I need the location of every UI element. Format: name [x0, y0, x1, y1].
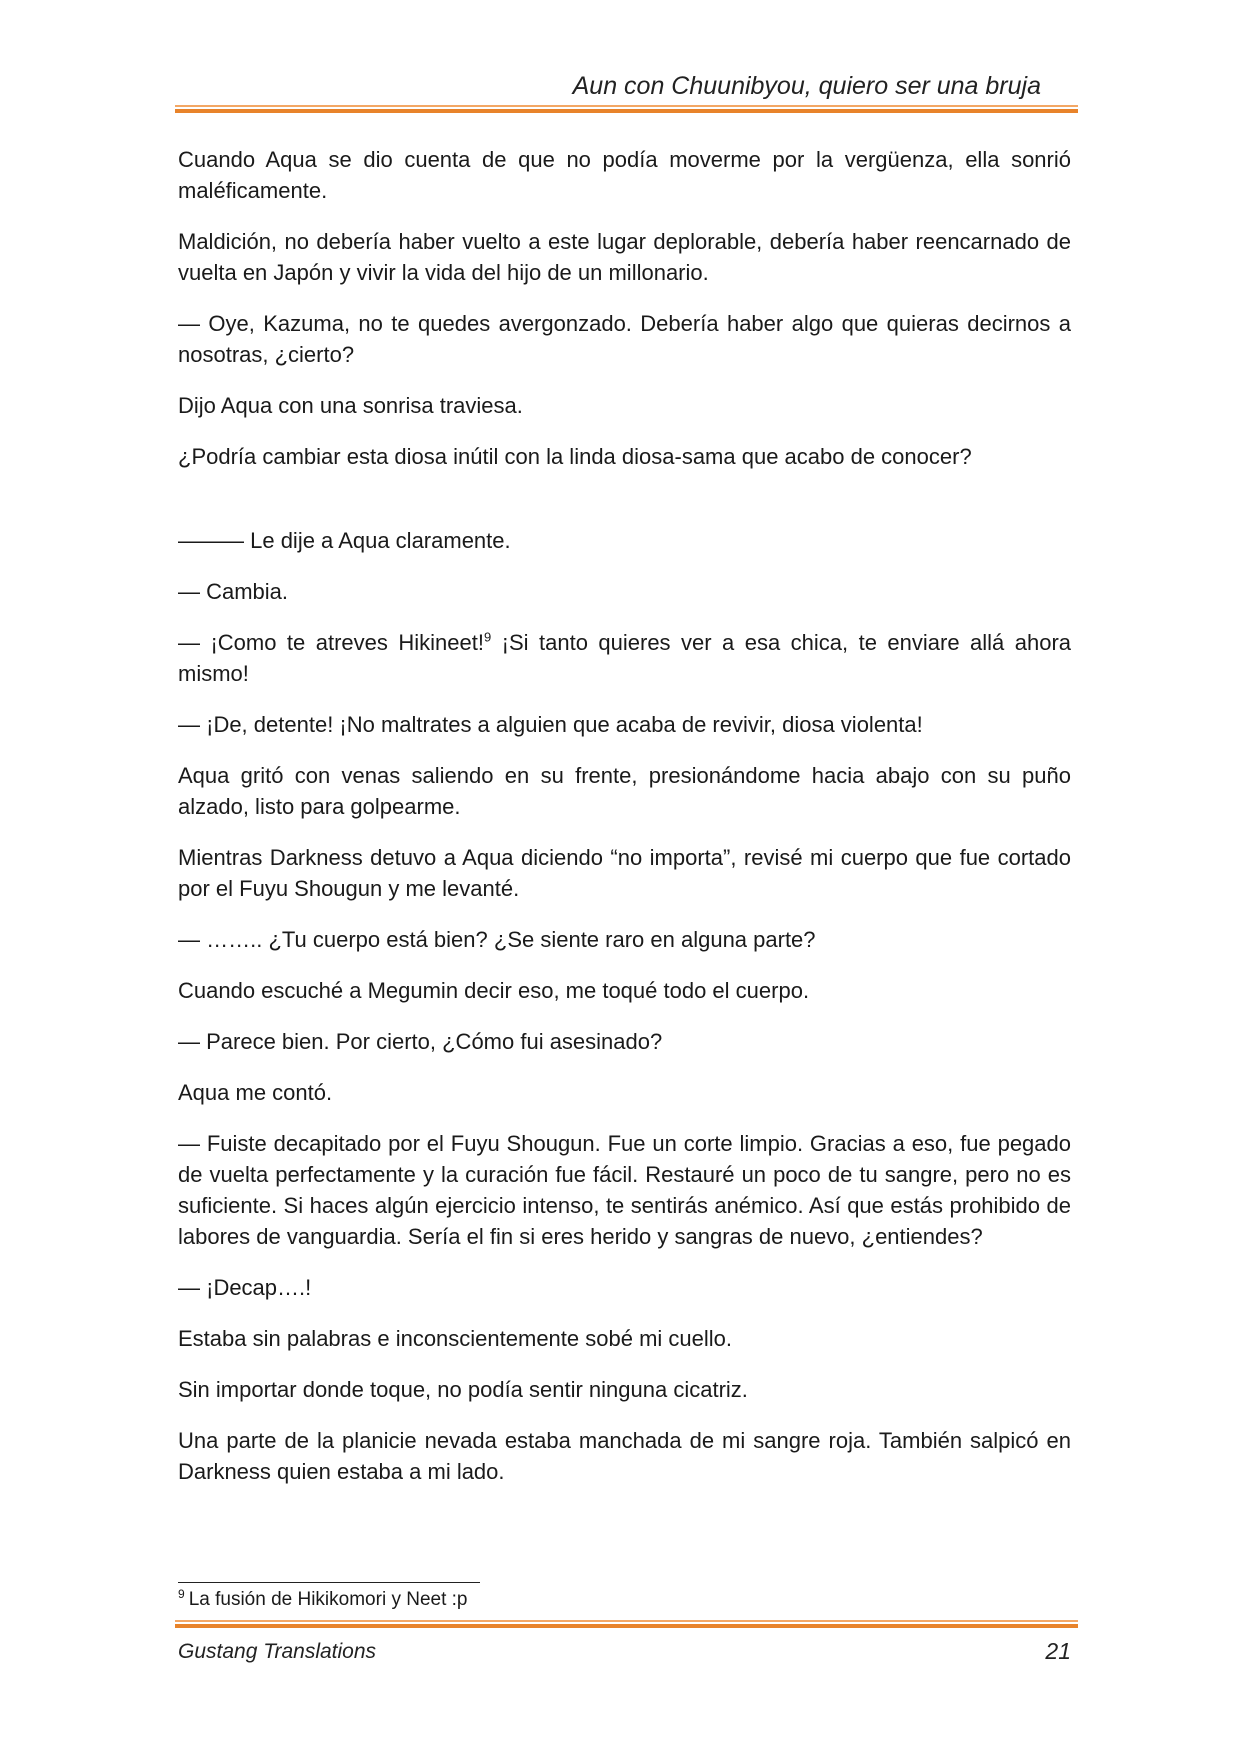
footnote-text: La fusión de Hikikomori y Neet :p — [188, 1589, 468, 1610]
paragraph: ——— Le dije a Aqua claramente. — [178, 528, 511, 553]
footnote-separator — [178, 1582, 480, 1583]
paragraph: — …….. ¿Tu cuerpo está bien? ¿Se siente raro en alguna parte? — [178, 927, 816, 952]
footer-rule — [175, 1620, 1078, 1628]
paragraph: — Oye, Kazuma, no te quedes avergonzado. Debería haber algo que quieras decirnos a nosotras, ¿cierto? — [178, 311, 1071, 367]
running-header-title: Aun con Chuunibyou, quiero ser una bruja — [572, 72, 1041, 100]
page-number: 21 — [1045, 1638, 1071, 1664]
footnote — [178, 1588, 467, 1612]
header-rule-thin — [175, 105, 1078, 107]
paragraph: Aqua me contó. — [178, 1080, 333, 1105]
paragraph: Cuando escuché a Megumin decir eso, me toqué todo el cuerpo. — [178, 978, 810, 1003]
paragraph-text-start: — ¡Como te atreves Hikineet! — [178, 630, 484, 655]
paragraph: — Fuiste decapitado por el Fuyu Shougun. Fue un corte limpio. Gracias a eso, fue pegado de vuelta perfectamente y la curación fue fácil. Restauré un poco de tu sangre, pero no es suficiente. Si haces algún ejercicio intenso, te sentirás anémico. Así que estás prohibido de labores de vanguardia. Sería el fin si eres herido y sangras de nuevo, ¿entiendes? — [178, 1131, 1071, 1249]
footer-rule-thin — [175, 1620, 1078, 1622]
paragraph: Cuando Aqua se dio cuenta de que no podía moverme por la vergüenza, ella sonrió maléficamente. — [178, 147, 1071, 203]
footer-publisher: Gustang Translations — [178, 1640, 377, 1663]
paragraph: — ¡De, detente! ¡No maltrates a alguien que acaba de revivir, diosa violenta! — [178, 712, 923, 737]
paragraph: Estaba sin palabras e inconscientemente sobé mi cuello. — [178, 1326, 732, 1351]
paragraph: Sin importar donde toque, no podía sentir ninguna cicatriz. — [178, 1377, 748, 1402]
footnote-reference[interactable]: 9 — [483, 629, 492, 645]
paragraph: — Parece bien. Por cierto, ¿Cómo fui asesinado? — [178, 1029, 663, 1054]
paragraph: Mientras Darkness detuvo a Aqua diciendo “no importa”, revisé mi cuerpo que fue cortado por el Fuyu Shougun y me levanté. — [178, 845, 1071, 901]
paragraph: — ¡Decap….! — [178, 1275, 312, 1300]
paragraph-text-end: ¡Si tanto quieres ver a esa chica, te enviare allá ahora mismo! — [178, 630, 1072, 686]
footnote-number: 9 — [178, 1586, 185, 1601]
paragraph: ¿Podría cambiar esta diosa inútil con la linda diosa-sama que acabo de conocer? — [178, 444, 972, 469]
paragraph: — Cambia. — [178, 579, 289, 604]
header-rule — [175, 105, 1078, 113]
body-text — [178, 144, 1071, 1507]
paragraph: Dijo Aqua con una sonrisa traviesa. — [178, 393, 523, 418]
footer-rule-thick — [175, 1624, 1078, 1628]
header-rule-thick — [175, 109, 1078, 113]
paragraph: Maldición, no debería haber vuelto a este lugar deplorable, debería haber reencarnado de vuelta en Japón y vivir la vida del hijo de un millonario. — [178, 229, 1071, 285]
paragraph-with-footnote — [178, 627, 1071, 689]
paragraph: Una parte de la planicie nevada estaba manchada de mi sangre roja. También salpicó en Darkness quien estaba a mi lado. — [178, 1428, 1071, 1484]
paragraph: Aqua gritó con venas saliendo en su frente, presionándome hacia abajo con su puño alzado, listo para golpearme. — [178, 763, 1071, 819]
